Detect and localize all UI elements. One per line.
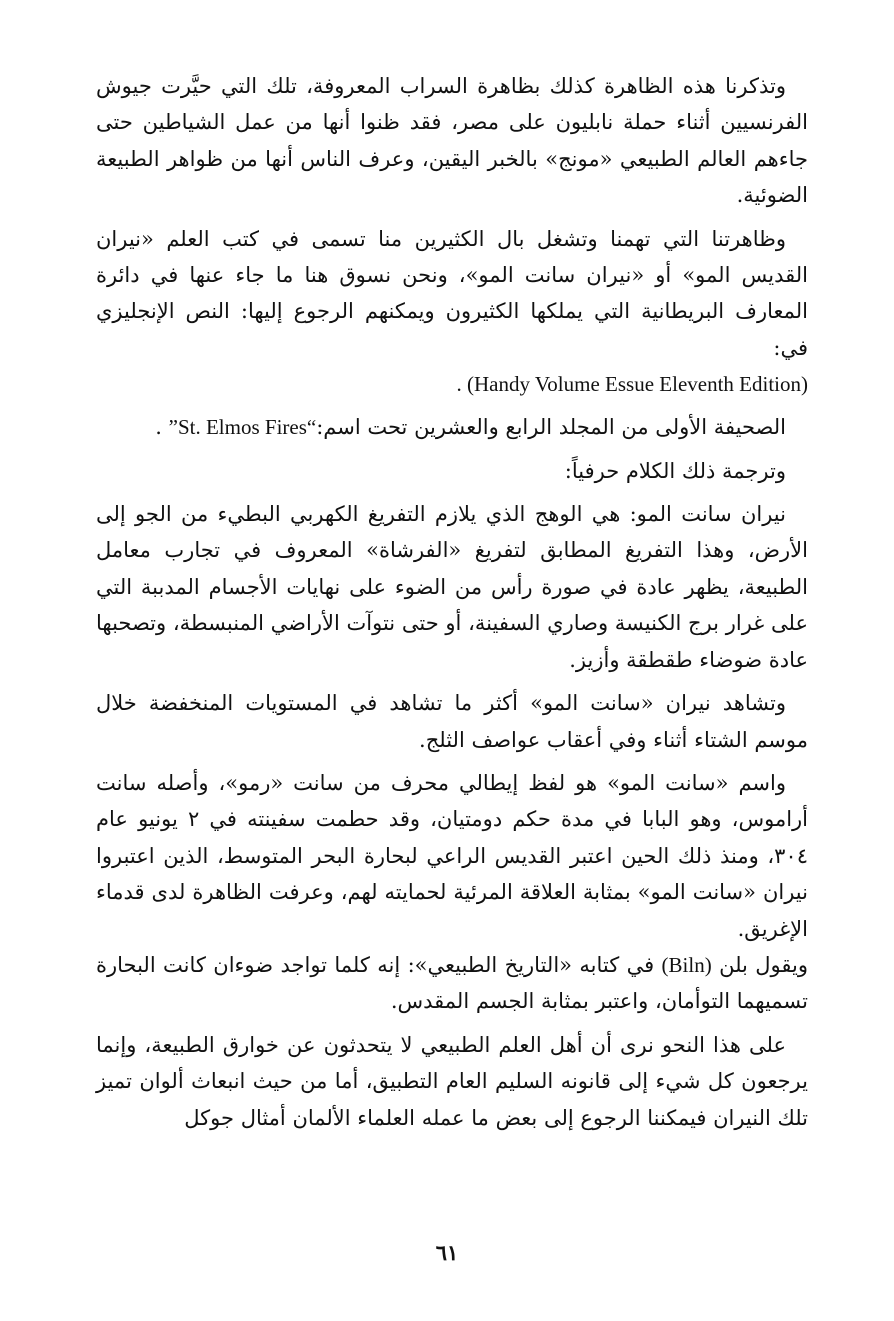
biln-quote-end: في كتابه «التاريخ الطبيعي»: إنه كلما تواجد ضوءان كانت البحارة تسميهما التوأمان، واعتبر بمثابة الجسم المقدس. <box>96 952 808 1014</box>
paragraph-translation-intro: وترجمة ذلك الكلام حرفياً: <box>564 458 786 483</box>
paragraph-winter-observation: وتشاهد نيران «سانت المو» أكثر ما تشاهد في المستويات المنخفضة خلال موسم الشتاء أثناء وفي أعقاب عواصف الثلج. <box>96 691 808 752</box>
encyclopedia-entry-text: الصحيفة الأولى من المجلد الرابع والعشرين تحت اسم: <box>316 415 786 440</box>
paragraph-mirage: وتذكرنا هذه الظاهرة كذلك بظاهرة السراب المعروفة، تلك التي حيَّرت جيوش الفرنسيين أثناء حملة نابليون على مصر، فقد ظنوا أنها من عمل الشياطين حتى جاءهم العالم الطبيعي «مونج» بالخبر اليقين، وعرف الناس أنها من ظواهر الطبيعة الضوئية. <box>96 74 808 208</box>
paragraph-conclusion: على هذا النحو نرى أن أهل العلم الطبيعي لا يتحدثون عن خوارق الطبيعة، وإنما يرجعون كل شيء إلى قانونه السليم العام التطبيق، أما من حيث انبعاث ألوان تميز تلك النيران فيمكننا الرجوع إلى بعض ما عمله العلماء الألمان أمثال جوكل <box>96 1032 808 1130</box>
paragraph-encyclopedia-entry <box>96 409 808 445</box>
paragraph-phenomenon-intro: وظاهرتنا التي تهمنا وتشغل بال الكثيرين منا تسمى في كتب العلم «نيران القديس المو» أو «نيران سانت المو»، ونحن نسوق هنا ما جاء عنها في دائرة المعارف البريطانية التي يملكها الكثيرون ويمكنهم الرجوع إليها: النص الإنجليزي في: <box>96 226 808 360</box>
page-body <box>96 68 808 1248</box>
paragraph-name-origin: واسم «سانت المو» هو لفظ إيطالي محرف من سانت «رمو»، وأصله سانت أراموس، وهو البابا في مدة حكم دومتيان، وقد حطمت سفينته في ٢ يونيو عام ٣٠٤، ومنذ ذلك الحين اعتبر القديس الراعي لبحارة البحر المتوسط، الذين اعتبروا نيران «سانت المو» بمثابة العلاقة المرئية لحمايته لهم، وعرفت الظاهرة لدى قدماء الإغريق. <box>96 770 808 941</box>
page-number: ٦١ <box>435 1240 459 1265</box>
biln-quote-start: ويقول بلن <box>719 952 808 977</box>
paragraph-biln-quote <box>96 947 808 1020</box>
encyclopedia-entry-title: “St. Elmos Fires” <box>168 415 317 440</box>
paragraph-definition: نيران سانت المو: هي الوهج الذي يلازم التفريغ الكهربي البطيء من الجو إلى الأرض، وهذا التفريغ المطابق لتفريغ «الفرشاة» المعروف في تجارب معامل الطبيعة، يظهر عادة في صورة رأس من الضوء على نهايات الأجسام المدببة التي على غرار برج الكنيسة وصاري السفينة، أو حتى نتوآت الأراضي المنبسطة، وتصحبها عادة ضوضاء طقطقة وأزيز. <box>96 502 808 672</box>
biln-name: (Biln) <box>661 952 712 977</box>
english-source-reference: . (Handy Volume Essue Eleventh Edition) <box>456 372 808 397</box>
encyclopedia-entry-end: . <box>155 415 162 440</box>
